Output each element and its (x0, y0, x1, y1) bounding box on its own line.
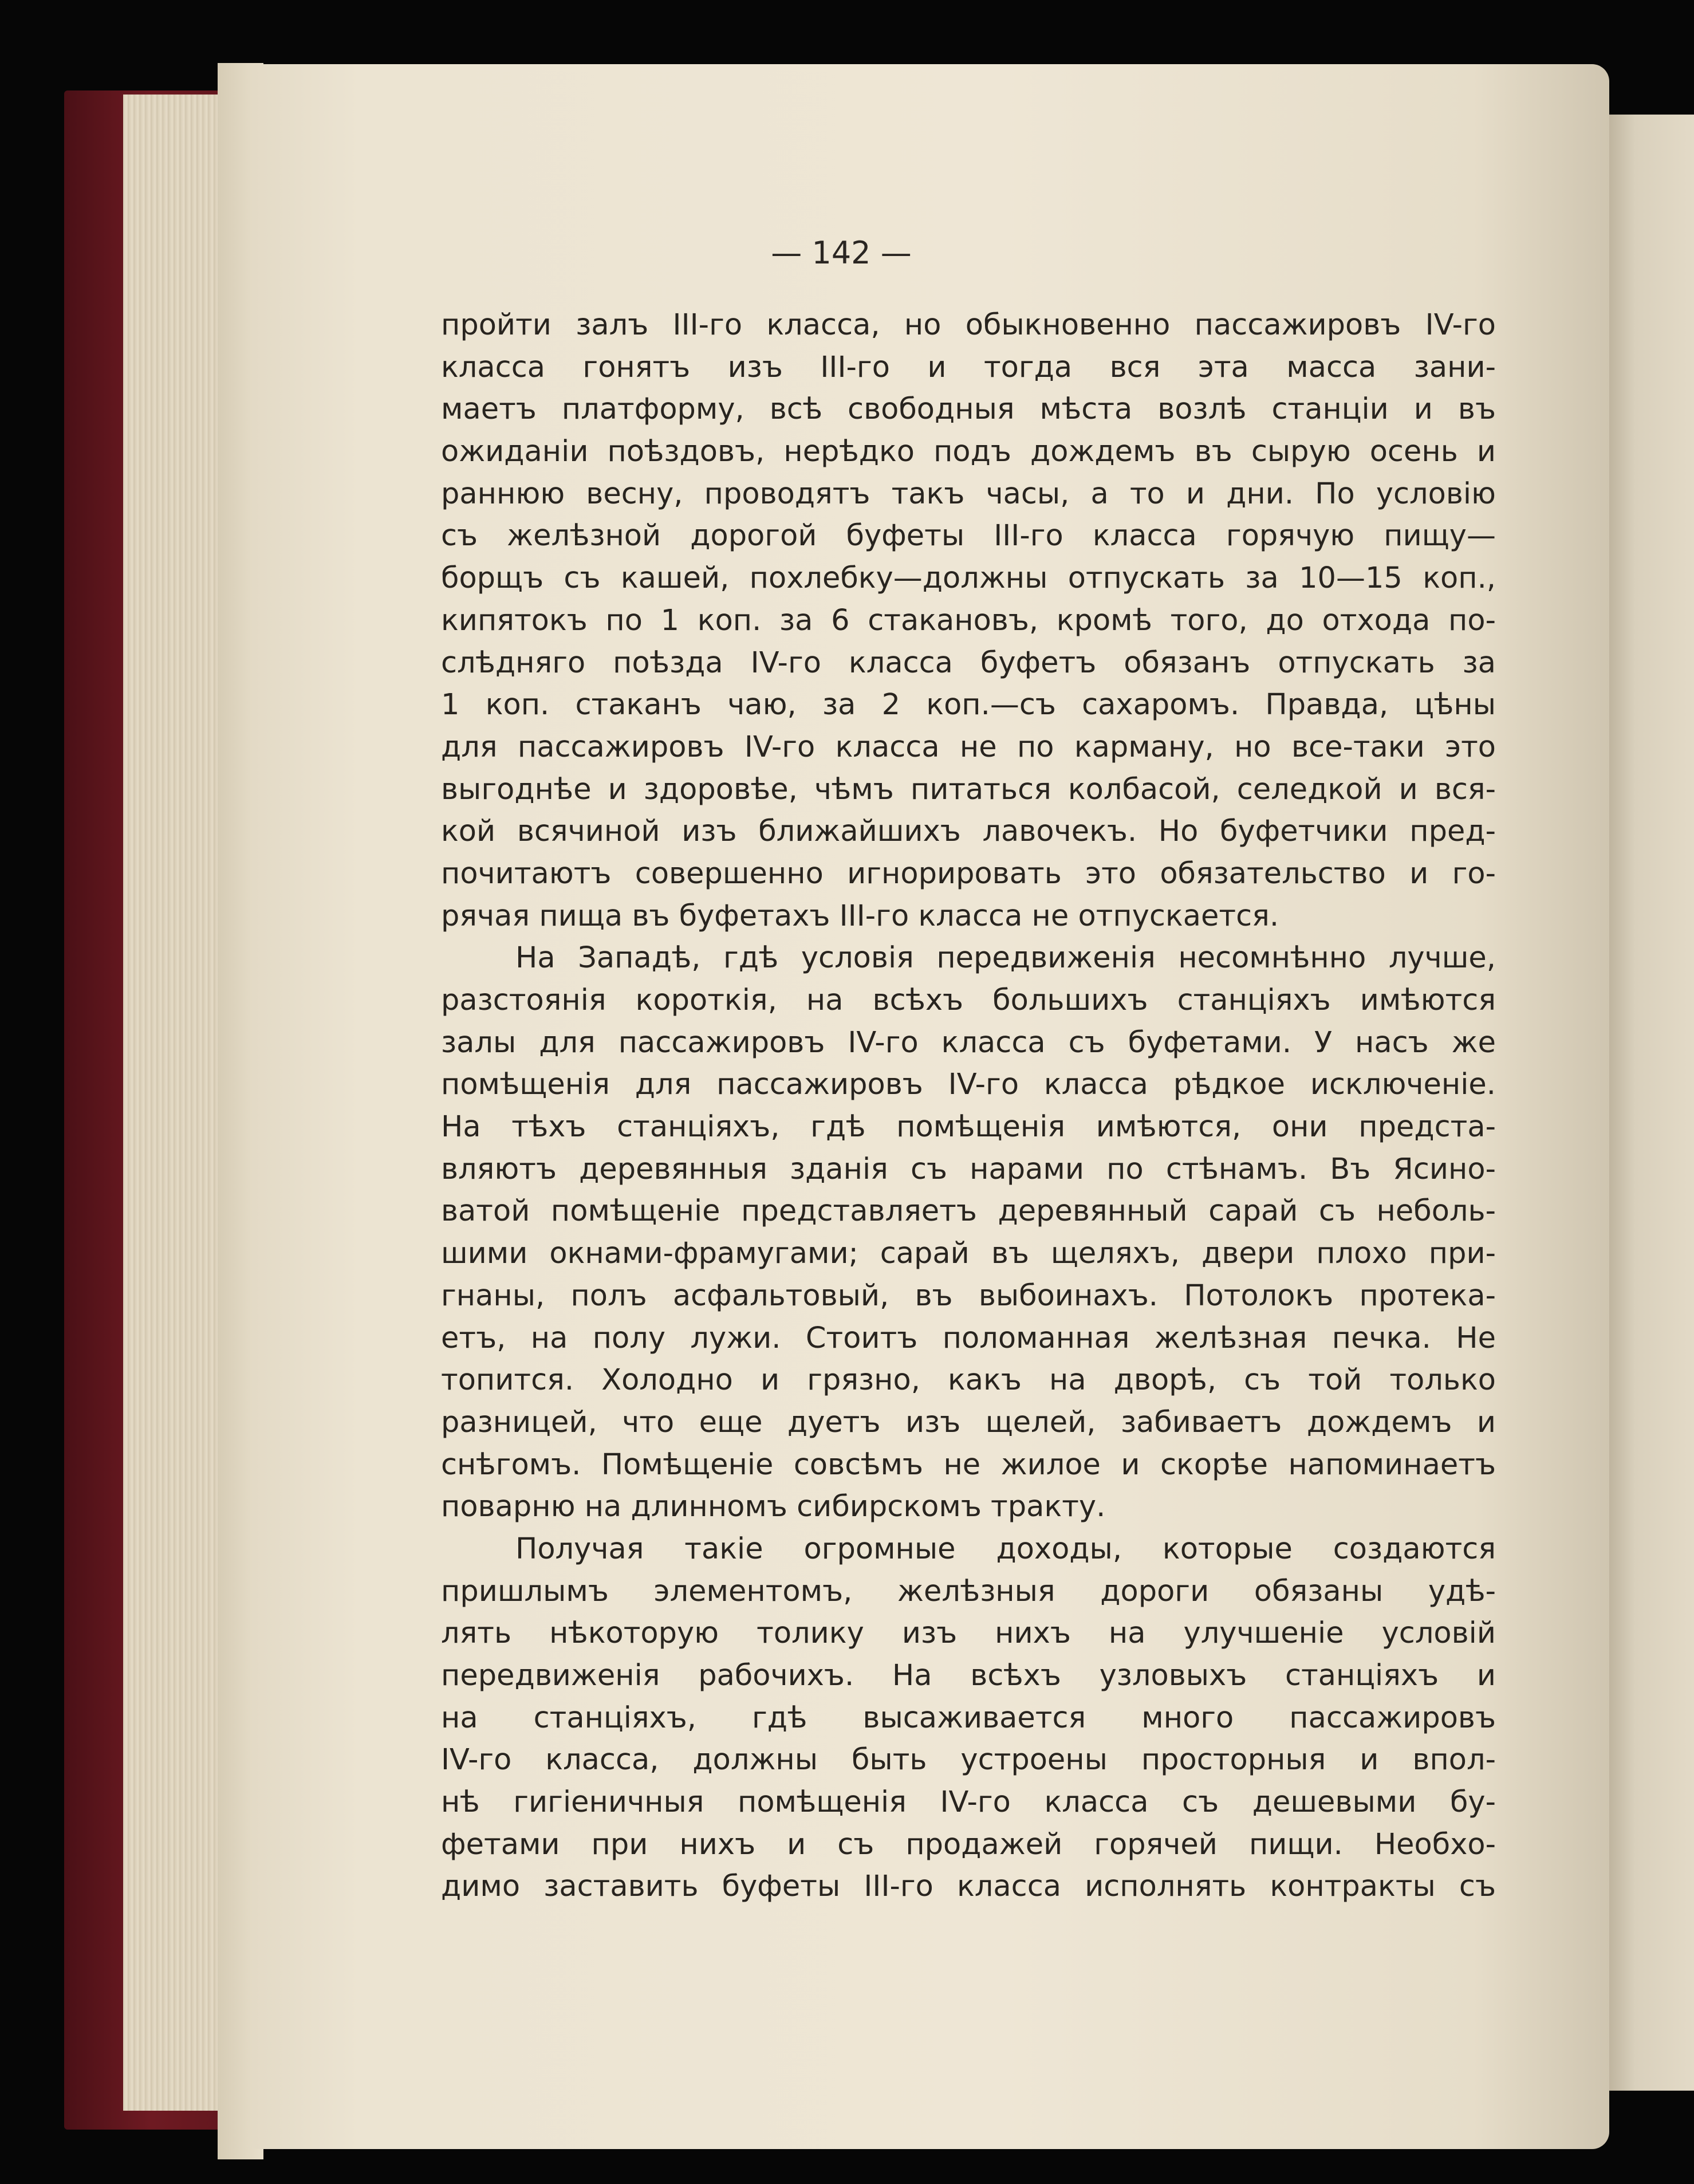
text-line: снѣгомъ. Помѣщеніе совсѣмъ не жилое и скорѣе напоминаетъ (441, 1447, 1496, 1482)
text-line: ватой помѣщеніе представляетъ деревянный сарай съ неболь- (441, 1194, 1496, 1229)
text-line: гнаны, полъ асфальтовый, въ выбоинахъ. Потолокъ протека- (441, 1278, 1496, 1313)
page-number: — 142 — (771, 235, 912, 271)
text-line: для пассажировъ IV-го класса не по карману, но все-таки это (441, 730, 1496, 764)
text-line: топится. Холодно и грязно, какъ на дворѣ, съ той только (441, 1363, 1496, 1398)
text-line: ожиданіи поѣздовъ, нерѣдко подъ дождемъ въ сырую осень и (441, 435, 1496, 469)
text-line: димо заставить буфеты III-го класса исполнять контракты съ (441, 1870, 1496, 1904)
text-line: фетами при нихъ и съ продажей горячей пищи. Необхо- (441, 1827, 1496, 1862)
text-line: IV-го класса, должны быть устроены просторныя и впол- (441, 1743, 1496, 1777)
text-line: вляютъ деревянныя зданія съ нарами по стѣнамъ. Въ Ясино- (441, 1152, 1496, 1186)
text-line: выгоднѣе и здоровѣе, чѣмъ питаться колбасой, селедкой и вся- (441, 772, 1496, 806)
text-line: передвиженія рабочихъ. На всѣхъ узловыхъ станціяхъ и (441, 1659, 1496, 1693)
body-text (441, 304, 1496, 1908)
text-line: Получая такіе огромные доходы, которые создаются (515, 1532, 1496, 1566)
text-line: раннюю весну, проводятъ такъ часы, а то и дни. По условію (441, 477, 1496, 511)
text-line: рячая пища въ буфетахъ III-го класса не отпускается. (441, 899, 1279, 933)
text-line: кипятокъ по 1 коп. за 6 стакановъ, кромѣ того, до отхода по- (441, 603, 1496, 638)
text-line: поварню на длинномъ сибирскомъ тракту. (441, 1490, 1106, 1524)
text-line: разницей, что еще дуетъ изъ щелей, забиваетъ дождемъ и (441, 1405, 1496, 1439)
text-line: пройти залъ III-го класса, но обыкновенно пассажировъ IV-го (441, 308, 1496, 342)
text-line: помѣщенія для пассажировъ IV-го класса рѣдкое исключеніе. (441, 1068, 1496, 1102)
text-line: лять нѣкоторую толику изъ нихъ на улучшеніе условій (441, 1616, 1496, 1651)
text-line: борщъ съ кашей, похлебку—должны отпускать за 10—15 коп., (441, 561, 1496, 596)
text-line: пришлымъ элементомъ, желѣзныя дороги обязаны удѣ- (441, 1574, 1496, 1608)
text-line: На Западѣ, гдѣ условія передвиженія несомнѣнно лучше, (515, 941, 1496, 975)
text-line: разстоянія короткія, на всѣхъ большихъ станціяхъ имѣются (441, 983, 1496, 1017)
text-line: етъ, на полу лужи. Стоитъ поломанная желѣзная печка. Не (441, 1321, 1496, 1355)
text-line: залы для пассажировъ IV-го класса съ буфетами. У насъ же (441, 1025, 1496, 1060)
text-line: шими окнами-фрамугами; сарай въ щеляхъ, двери плохо при- (441, 1237, 1496, 1271)
text-line: на станціяхъ, гдѣ высаживается много пассажировъ (441, 1701, 1496, 1735)
facing-page-edge (1604, 115, 1694, 2091)
text-line: маетъ платформу, всѣ свободныя мѣста возлѣ станціи и въ (441, 392, 1496, 427)
text-line: слѣдняго поѣзда IV-го класса буфетъ обязанъ отпускать за (441, 646, 1496, 680)
text-line: почитаютъ совершенно игнорировать это обязательство и го- (441, 856, 1496, 891)
text-line: нѣ гигіеничныя помѣщенія IV-го класса съ дешевыми бу- (441, 1785, 1496, 1820)
text-line: 1 коп. стаканъ чаю, за 2 коп.—съ сахаромъ. Правда, цѣны (441, 688, 1496, 722)
text-line: съ желѣзной дорогой буфеты III-го класса горячую пищу— (441, 519, 1496, 553)
text-line: кой всячиной изъ ближайшихъ лавочекъ. Но буфетчики пред- (441, 814, 1496, 849)
text-line: класса гонятъ изъ III-го и тогда вся эта масса зани- (441, 350, 1496, 384)
text-line: На тѣхъ станціяхъ, гдѣ помѣщенія имѣются, они предста- (441, 1110, 1496, 1144)
